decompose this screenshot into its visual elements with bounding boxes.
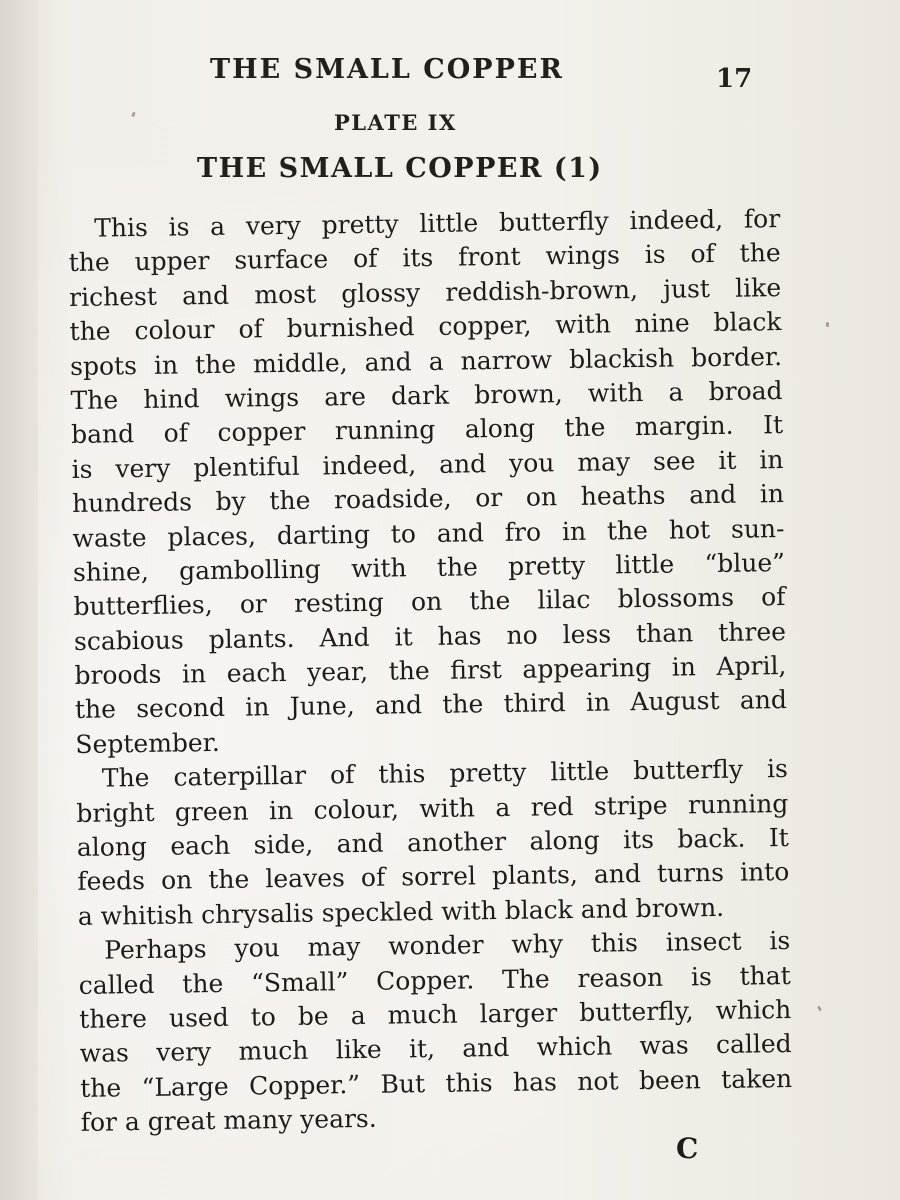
text-line: The caterpillar of this pretty little butterfly is — [101, 754, 789, 793]
paper-speck — [131, 112, 136, 118]
text-line: is very plentiful indeed, and you may see it in — [71, 444, 784, 484]
text-line: shine, gambolling with the pretty little “blue” — [72, 547, 786, 587]
text-line: waste places, darting to and fro in the hot sun- — [72, 513, 785, 553]
text-line: band of copper running along the margin. It — [70, 410, 784, 450]
text-line: along each side, and another along its back. It — [76, 823, 790, 862]
paper-speck — [817, 1006, 822, 1012]
text-line: broods in each year, the first appearing in April, — [74, 651, 787, 691]
text-line: the “Large Copper.” But this has not been taken — [80, 1063, 793, 1103]
signature-mark: C — [676, 1132, 699, 1165]
page-number: 17 — [716, 64, 753, 94]
text-line: hundreds by the roadside, or on heaths and in — [71, 479, 785, 519]
body-text — [68, 202, 793, 1140]
text-line: The hind wings are dark brown, with a broad — [70, 375, 783, 415]
text-line: there used to be a much larger butterfly, which — [79, 994, 792, 1034]
text-line: the colour of burnished copper, with nine black — [69, 307, 782, 347]
text-line: the upper surface of its front wings is of the — [68, 238, 781, 278]
text-line: for a great many years. — [80, 1103, 377, 1138]
plate-label: PLATE IX — [334, 110, 457, 135]
text-line: richest and most glossy reddish-brown, just like — [68, 272, 782, 312]
text-line: was very much like it, and which was called — [79, 1029, 792, 1069]
page-gutter — [0, 0, 38, 1200]
text-line: a whitish chrysalis speckled with black and brown. — [77, 892, 725, 931]
text-line: spots in the middle, and a narrow blackish border. — [69, 341, 783, 381]
text-line: the second in June, and the third in August and — [74, 685, 788, 725]
text-line: This is a very pretty little butterfly indeed, for — [94, 204, 781, 243]
text-line: feeds on the leaves of sorrel plants, and turns into — [77, 857, 790, 897]
running-head: THE SMALL COPPER — [210, 54, 564, 85]
text-line: scabious plants. And it has no less than three — [73, 616, 787, 656]
text-line: called the “Small” Copper. The reason is that — [78, 960, 791, 1000]
text-line: butterflies, or resting on the lilac blossoms of — [73, 582, 786, 622]
chapter-title: THE SMALL COPPER (1) — [197, 153, 603, 184]
paper-speck — [826, 322, 829, 327]
text-line: Perhaps you may wonder why this insect is — [104, 926, 791, 965]
text-line: September. — [75, 727, 221, 759]
text-line: bright green in colour, with a red stripe running — [76, 788, 789, 828]
